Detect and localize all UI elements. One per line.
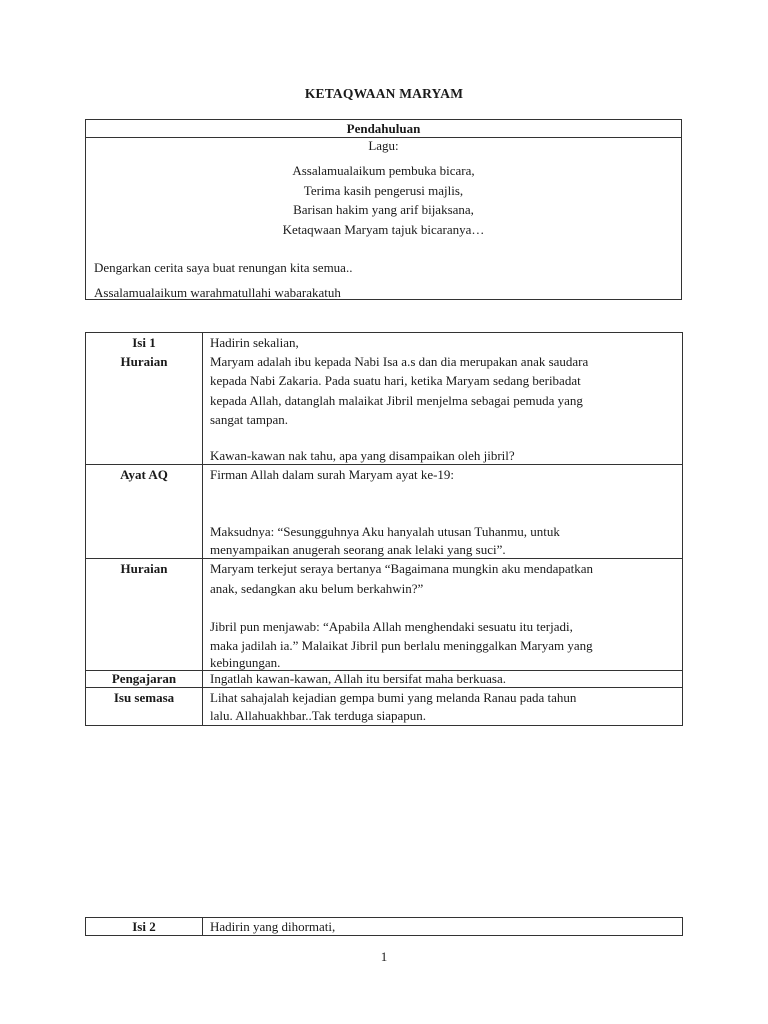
- table-row-pengajaran: [86, 671, 683, 688]
- isi1-label: Isi 1: [132, 335, 156, 350]
- content-table-isi2: [85, 917, 683, 936]
- isi1-greeting: Hadirin sekalian,: [210, 335, 299, 350]
- isi2-label: Isi 2: [86, 918, 203, 936]
- intro-section: [85, 119, 682, 300]
- document-title: KETAQWAAN MARYAM: [304, 86, 464, 101]
- ayat-label: Ayat AQ: [86, 465, 203, 559]
- ayat-text-cell: [203, 465, 683, 559]
- isi1-label-cell: [86, 333, 203, 465]
- huraian2-line: Maryam terkejut seraya bertanya “Bagaimana mungkin aku mendapatkan: [210, 561, 593, 577]
- intro-heading: Pendahuluan: [86, 120, 681, 138]
- isi1-huraian-label: Huraian: [120, 354, 168, 370]
- isu-text-cell: [203, 688, 683, 726]
- huraian2-line: maka jadilah ia.” Malaikat Jibril pun berlalu meninggalkan Maryam yang: [210, 638, 593, 654]
- ayat-firman: Firman Allah dalam surah Maryam ayat ke-19:: [210, 467, 455, 483]
- isu-line: Lihat sahajalah kejadian gempa bumi yang melanda Ranau pada tahun: [210, 690, 577, 706]
- isu-label: Isu semasa: [86, 688, 203, 726]
- poem-line: Ketaqwaan Maryam tajuk bicaranya…: [282, 221, 485, 237]
- poem-line: Assalamualaikum pembuka bicara,: [292, 163, 475, 178]
- isi1-line: kepada Allah, datanglah malaikat Jibril menjelma sebagai pemuda yang: [210, 392, 583, 408]
- isi1-line: kepada Nabi Zakaria. Pada suatu hari, ketika Maryam sedang beribadat: [210, 373, 581, 389]
- intro-line-1: Dengarkan cerita saya buat renungan kita semua..: [94, 260, 353, 275]
- pengajaran-label: Pengajaran: [86, 671, 203, 688]
- table-row-isu: [86, 688, 683, 726]
- intro-line-2: Assalamualaikum warahmatullahi wabarakatuh: [94, 285, 341, 300]
- poem-line: Terima kasih pengerusi majlis,: [303, 182, 464, 198]
- content-table-isi1: [85, 332, 683, 726]
- ayat-maksud-1: Maksudnya: “Sesungguhnya Aku hanyalah utusan Tuhanmu, untuk: [210, 524, 560, 540]
- pengajaran-text: Ingatlah kawan-kawan, Allah itu bersifat maha berkuasa.: [203, 671, 683, 688]
- table-row-isi2: [86, 918, 683, 936]
- isi1-text-cell: [203, 333, 683, 465]
- intro-poem: [86, 161, 681, 239]
- lagu-label: Lagu:: [368, 138, 399, 153]
- poem-line: Barisan hakim yang arif bijaksana,: [293, 202, 474, 217]
- isu-line: lalu. Allahuakhbar..Tak terduga siapapun.: [210, 708, 427, 724]
- huraian2-line: Jibril pun menjawab: “Apabila Allah menghendaki sesuatu itu terjadi,: [210, 618, 573, 634]
- isi1-question: Kawan-kawan nak tahu, apa yang disampaikan oleh jibril?: [210, 448, 515, 464]
- isi2-text: Hadirin yang dihormati,: [203, 918, 683, 936]
- table-row-huraian: [86, 559, 683, 671]
- huraian2-line: kebingungan.: [210, 655, 281, 671]
- page-number: 1: [380, 949, 388, 964]
- ayat-maksud-2: menyampaikan anugerah seorang anak lelaki yang suci”.: [210, 542, 506, 558]
- isi1-line: sangat tampan.: [210, 411, 288, 427]
- table-row-isi1: [86, 333, 683, 465]
- isi1-line: Maryam adalah ibu kepada Nabi Isa a.s dan dia merupakan anak saudara: [210, 354, 589, 370]
- huraian2-line: anak, sedangkan aku belum berkahwin?”: [210, 580, 424, 596]
- table-row-ayat: [86, 465, 683, 559]
- huraian2-label: Huraian: [86, 559, 203, 671]
- huraian2-text-cell: [203, 559, 683, 671]
